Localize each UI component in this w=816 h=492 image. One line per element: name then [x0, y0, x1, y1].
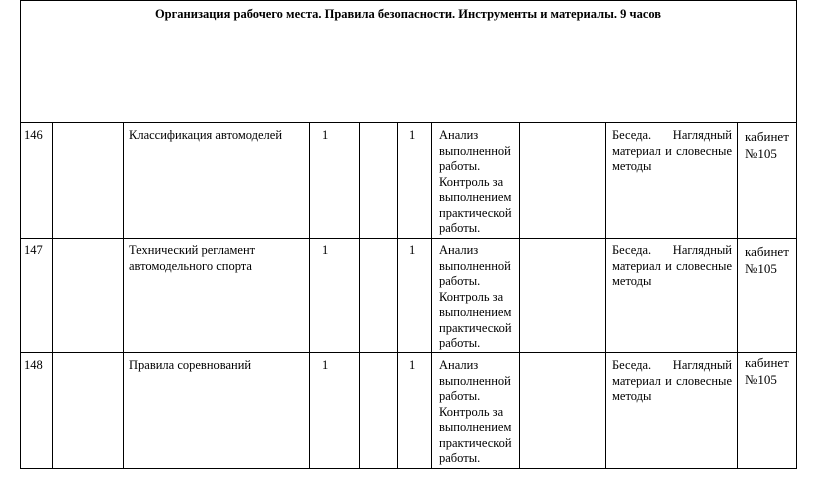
classroom: кабинет №105	[745, 244, 789, 276]
lesson-topic: Правила соревнований	[129, 358, 252, 372]
row-147-bottom-border	[20, 352, 797, 353]
column-divider	[431, 122, 432, 469]
lesson-number: 146	[24, 128, 43, 142]
hours-practice: 1	[409, 243, 416, 257]
column-divider	[309, 122, 310, 469]
hours-practice: 1	[409, 358, 416, 372]
table-border-bottom	[20, 468, 797, 469]
table-border-top	[20, 0, 797, 1]
hours-total: 1	[322, 243, 329, 257]
hours-practice: 1	[409, 128, 416, 142]
column-divider	[737, 122, 738, 469]
control-form: Анализ выполненной работы. Контроль за выполнением практической работы.	[439, 128, 512, 235]
header-row-bottom-border	[20, 122, 797, 123]
row-146-bottom-border	[20, 238, 797, 239]
control-form: Анализ выполненной работы. Контроль за выполнением практической работы.	[439, 358, 512, 465]
teaching-methods: Беседа. Наглядный материал и словесные методы	[612, 128, 732, 173]
hours-total: 1	[322, 358, 329, 372]
lesson-number: 147	[24, 243, 43, 257]
control-form: Анализ выполненной работы. Контроль за выполнением практической работы.	[439, 243, 512, 350]
lesson-topic: Классификация автомоделей	[129, 128, 283, 142]
column-divider	[519, 122, 520, 469]
teaching-methods: Беседа. Наглядный материал и словесные методы	[612, 243, 732, 288]
lesson-number: 148	[24, 358, 43, 372]
lesson-topic: Технический регламент автомодельного спорта	[129, 243, 256, 273]
column-divider	[123, 122, 124, 469]
column-divider	[52, 122, 53, 469]
column-divider	[397, 122, 398, 469]
section-title: Организация рабочего места. Правила безопасности. Инструменты и материалы. 9 часов	[154, 7, 662, 21]
table-border-right	[796, 0, 797, 469]
classroom: кабинет №105	[745, 355, 789, 387]
table-border-left	[20, 0, 21, 469]
classroom: кабинет №105	[745, 129, 789, 161]
column-divider	[605, 122, 606, 469]
hours-total: 1	[322, 128, 329, 142]
column-divider	[359, 122, 360, 469]
teaching-methods: Беседа. Наглядный материал и словесные методы	[612, 358, 732, 403]
